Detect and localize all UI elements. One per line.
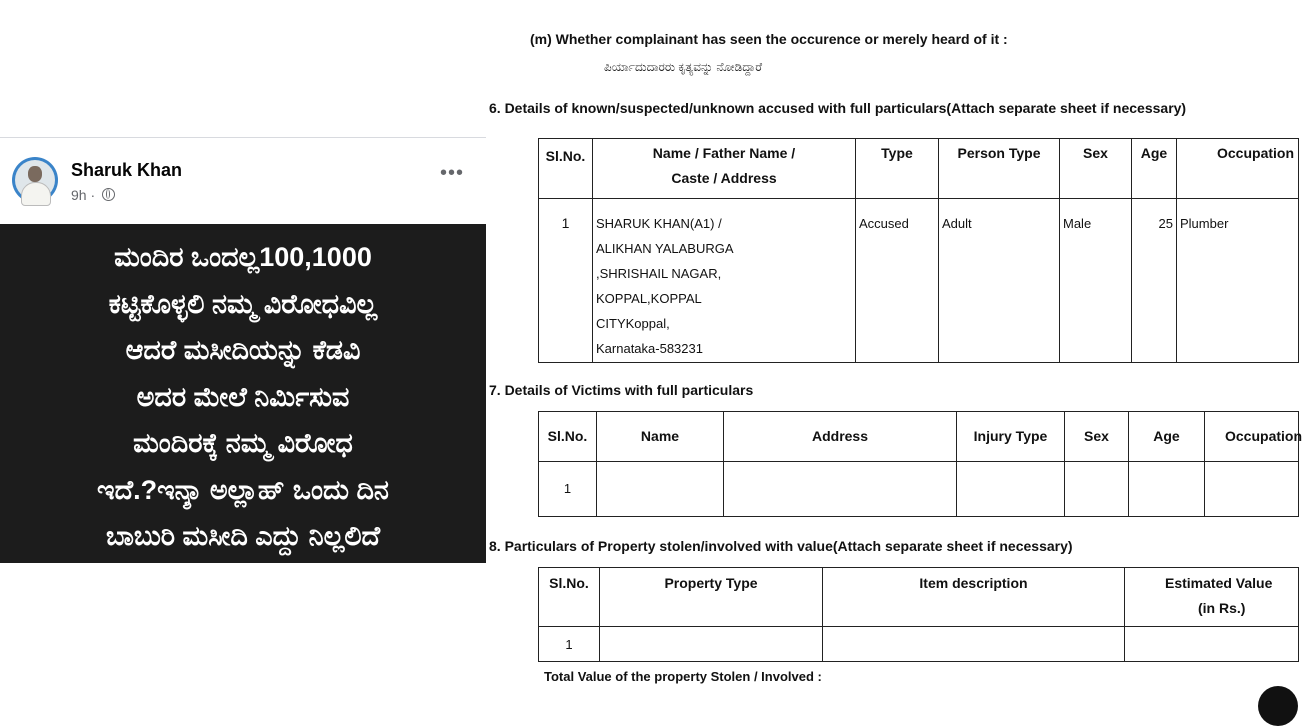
victim-sex	[1065, 462, 1129, 517]
col-sex: Sex	[1060, 139, 1132, 199]
col-injury-type: Injury Type	[957, 412, 1065, 462]
accused-header-row	[539, 139, 1299, 199]
col-type: Type	[856, 139, 939, 199]
col-occupation: Occupation	[1205, 412, 1299, 462]
corner-shape	[1258, 686, 1298, 726]
address-line: SHARUK KHAN(A1) /	[596, 216, 722, 231]
victims-row	[539, 462, 1299, 517]
post-line: ಬಾಬುರಿ ಮಸೀದಿ ಎದ್ದು ನಿಲ್ಲಲಿದೆ	[105, 521, 381, 551]
accused-age: 25	[1132, 199, 1177, 363]
avatar-body	[21, 182, 51, 206]
item-m-answer: ಪಿರ್ಯಾದುದಾರರು ಕೃತ್ಯವನ್ನು ನೋಡಿದ್ದಾರೆ	[604, 60, 763, 74]
victim-name	[597, 462, 724, 517]
post-line: ಆದರೆ ಮಸೀದಿಯನ್ನು ಕೆಡವಿ	[125, 335, 361, 365]
address-line: CITYKoppal,	[596, 316, 670, 331]
avatar[interactable]	[12, 157, 58, 203]
property-header-row	[539, 568, 1299, 627]
victim-address	[724, 462, 957, 517]
col-person-type: Person Type	[939, 139, 1060, 199]
col-slno: Sl.No.	[539, 568, 600, 627]
col-property-type: Property Type	[600, 568, 823, 627]
victims-table	[538, 411, 1302, 517]
section8-title: 8. Particulars of Property stolen/involved with value(Attach separate sheet if necessary)	[489, 538, 1073, 554]
post-meta	[71, 187, 115, 203]
post-header	[0, 138, 486, 224]
col-item-description: Item description	[823, 568, 1125, 627]
post-line: ಅದರ ಮೇಲೆ ನಿರ್ಮಿಸುವ	[136, 381, 350, 412]
post-line: ಇದೆ.?ಇನ್ಶಾ ಅಲ್ಲಾಹ್ ಒಂದು ದಿನ	[97, 474, 389, 505]
accused-slno: 1	[539, 199, 593, 363]
victim-occupation	[1205, 462, 1299, 517]
property-table	[538, 567, 1299, 662]
col-name: Name	[597, 412, 724, 462]
victim-age	[1129, 462, 1205, 517]
accused-occupation: Plumber	[1177, 199, 1299, 363]
col-name	[593, 139, 856, 199]
section6-title: 6. Details of known/suspected/unknown accused with full particulars(Attach separate sheet if necessary)	[489, 100, 1187, 116]
address-line: ,SHRISHAIL NAGAR,	[596, 266, 722, 281]
item-m-question: (m) Whether complainant has seen the occurence or merely heard of it :	[530, 31, 1008, 47]
col-sex: Sex	[1065, 412, 1129, 462]
total-value-label: Total Value of the property Stolen / Involved :	[544, 669, 822, 684]
col-age: Age	[1132, 139, 1177, 199]
more-options-button[interactable]: •••	[440, 162, 465, 184]
property-type	[600, 627, 823, 662]
victims-header-row	[539, 412, 1299, 462]
col-name-line2: Caste / Address	[671, 170, 777, 186]
post-time[interactable]: 9h	[71, 187, 87, 203]
address-line: KOPPAL,KOPPAL	[596, 291, 702, 306]
property-estimated-value	[1125, 627, 1299, 662]
post-line: ಮಂದಿರಕ್ಕೆ ನಮ್ಮ ವಿರೋಧ	[133, 428, 353, 458]
post-line: ಮಂದಿರ ಒಂದಲ್ಲ100,1000	[114, 242, 372, 272]
section7-title: 7. Details of Victims with full particulars	[489, 382, 754, 398]
address-line: ALIKHAN YALABURGA	[596, 241, 734, 256]
col-estimated-value-line1: Estimated Value	[1165, 575, 1273, 591]
col-estimated-value-line2: (in Rs.)	[1198, 600, 1246, 616]
col-estimated-value	[1125, 568, 1299, 627]
avatar-head	[28, 166, 42, 182]
post-text-image	[0, 224, 486, 563]
accused-row	[539, 199, 1299, 363]
accused-name-address	[593, 199, 856, 363]
col-name-line1: Name / Father Name /	[652, 145, 796, 161]
property-row	[539, 627, 1299, 662]
address-line: Karnataka-583231	[596, 341, 703, 356]
fir-document	[486, 0, 1302, 720]
col-address: Address	[724, 412, 957, 462]
col-slno: Sl.No.	[539, 139, 593, 199]
victim-injury-type	[957, 462, 1065, 517]
accused-person-type: Adult	[939, 199, 1060, 363]
col-slno: Sl.No.	[539, 412, 597, 462]
property-item-description	[823, 627, 1125, 662]
col-age: Age	[1129, 412, 1205, 462]
col-occupation: Occupation	[1177, 139, 1299, 199]
facebook-post-card	[0, 137, 486, 578]
globe-icon	[102, 188, 115, 201]
victim-slno: 1	[539, 462, 597, 517]
avatar-photo	[15, 160, 55, 200]
property-slno: 1	[539, 627, 600, 662]
accused-sex: Male	[1060, 199, 1132, 363]
accused-table	[538, 138, 1299, 363]
poster-name[interactable]: Sharuk Khan	[71, 160, 183, 180]
meta-separator: ·	[90, 187, 100, 203]
accused-type: Accused	[856, 199, 939, 363]
post-line: ಕಟ್ಟಿಕೊಳ್ಳಲಿ ನಮ್ಮ ವಿರೋಧವಿಲ್ಲ	[108, 288, 378, 319]
